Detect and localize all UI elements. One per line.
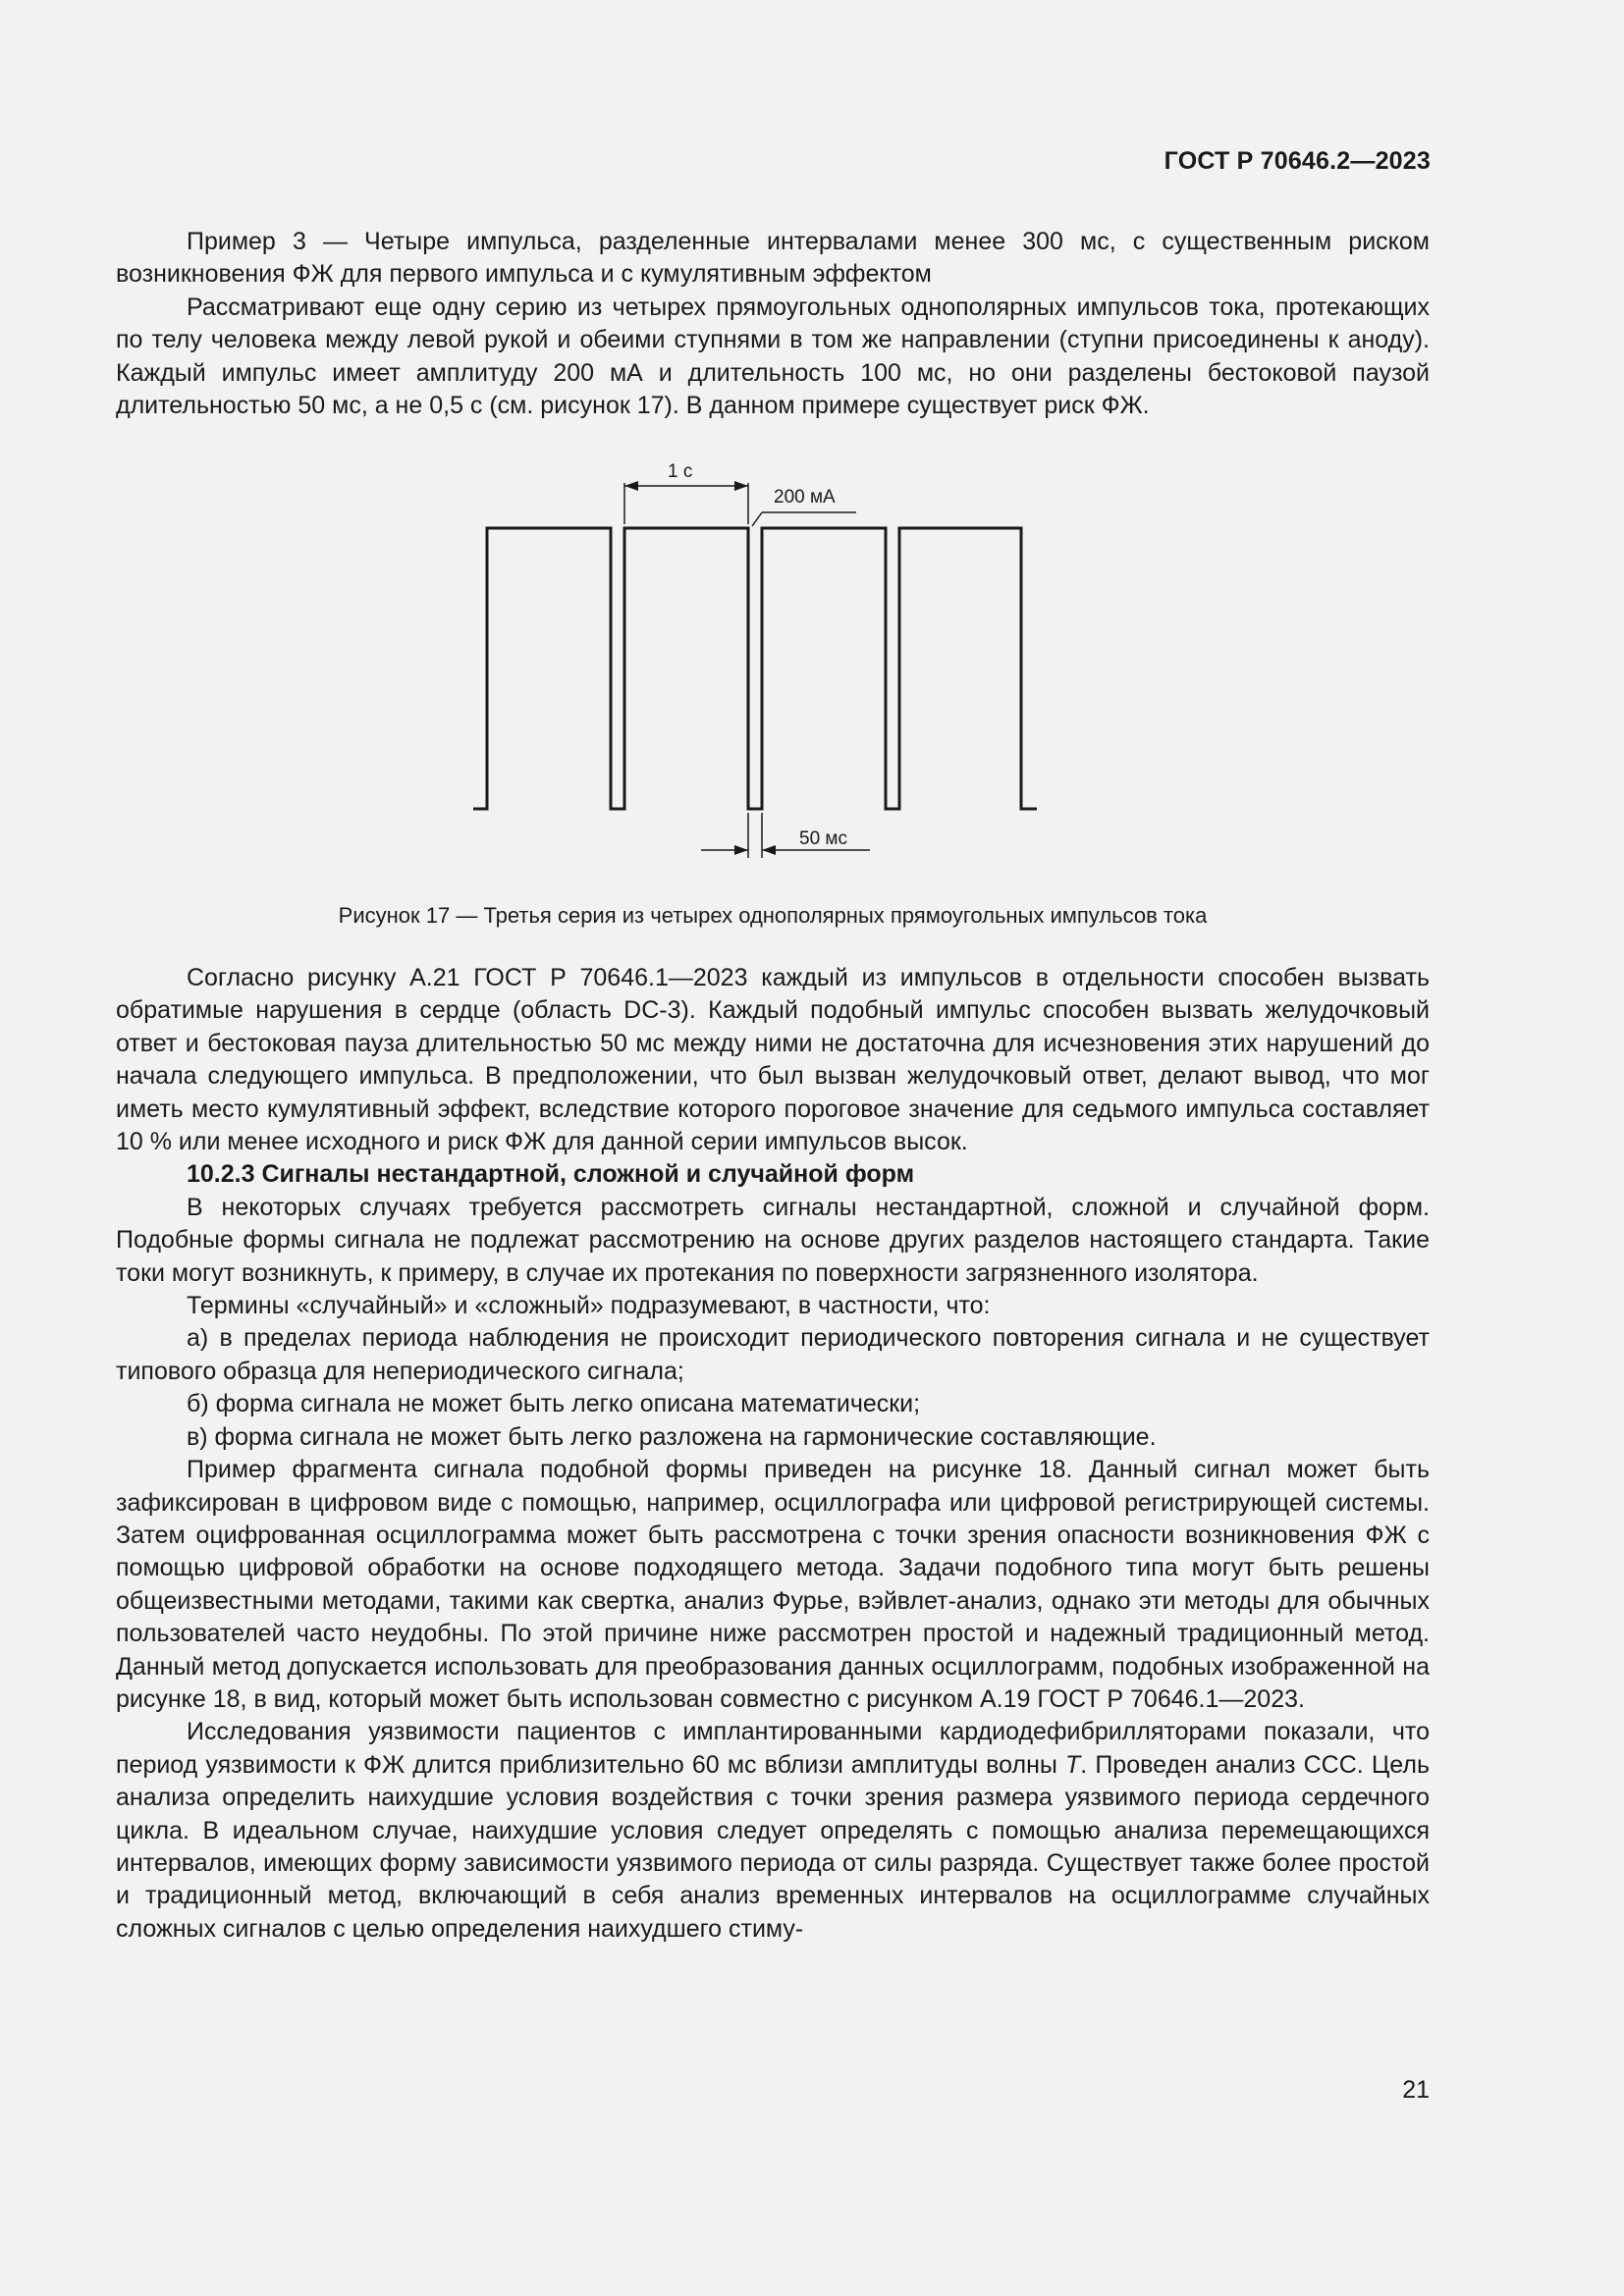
amplitude-leader-diagonal <box>752 512 762 526</box>
paragraph <box>116 1716 1430 1946</box>
paragraph: Пример фрагмента сигнала подобной формы приведен на рисунке 18. Данный сигнал может быть зафиксирован в цифровом виде с помощью, например, осциллографа или цифровой регистрирующей системы. Затем оцифрованная осциллограмма может быть рассмотрена с точки зрения опасности возникновения ФЖ с помощью цифровой обработки на основе подходящего метода. Задачи подобного типа могут быть решены общеизвестными методами, такими как свертка, анализ Фурье, вэйвлет-анализ, однако эти методы для обычных пользователей часто неудобны. По этой причине ниже рассмотрен простой и надежный традиционный метод. Данный метод допускается использовать для преобразования данных осциллограмм, подобных изображенной на рисунке 18, в вид, который может быть использован совместно с рисунком А.19 ГОСТ Р 70646.1—2023. <box>116 1456 1430 1713</box>
pause-arrow-left <box>734 845 748 855</box>
standard-header: ГОСТ Р 70646.2—2023 <box>1164 147 1431 175</box>
pause-arrow-right <box>762 845 776 855</box>
text-run: . Проведен анализ ССС. Цель анализа определить наихудшие условия воздействия с точки зрения размера уязвимого периода сердечного цикла. В идеальном случае, наихудшие условия следует определять с помощью анализа перемещающихся интервалов, имеющих форму зависимости уязвимого периода от силы разряда. Существует также более простой и традиционный метод, включающий в себя анализ временных интервалов на осциллограмме случайных сложных сигналов с целью определения наихудшего стиму- <box>116 1750 1430 1943</box>
list-item-a: а) в пределах периода наблюдения не происходит периодического повторения сигнала и не существует типового образца для непериодического сигнала; <box>116 1324 1430 1385</box>
italic-symbol: T <box>1064 1750 1081 1779</box>
section-heading: 10.2.3 Сигналы нестандартной, сложной и случайной форм <box>187 1160 915 1189</box>
period-arrow-left <box>624 481 638 491</box>
paragraph: Рассматривают еще одну серию из четырех прямоугольных однополярных импульсов тока, протекающих по телу человека между левой рукой и обеими ступнями в том же направлении (ступни присоединены к аноду). Каждый импульс имеет амплитуду 200 мА и длительность 100 мс, но они разделены бестоковой паузой длительностью 50 мс, а не 0,5 с (см. рисунок 17). В данном примере существует риск ФЖ. <box>116 293 1430 420</box>
paragraph: Согласно рисунку А.21 ГОСТ Р 70646.1—2023 каждый из импульсов в отдельности способен вызвать обратимые нарушения в сердце (область DC-3). Каждый подобный импульс способен вызвать желудочковый ответ и бестоковая пауза длительностью 50 мс между ними не достаточна для исчезновения этих нарушений до начала следующего импульса. В предположении, что был вызван желудочковый ответ, делают вывод, что мог иметь место кумулятивный эффект, вследствие которого пороговое значение для седьмого импульса составляет 10 % или менее исходного и риск ФЖ для данной серии импульсов высок. <box>116 964 1430 1156</box>
period-arrow-right <box>734 481 748 491</box>
period-label: 1 с <box>668 461 693 482</box>
list-item-b: б) форма сигнала не может быть легко описана математически; <box>187 1390 921 1418</box>
pause-label: 50 мс <box>799 828 847 849</box>
amplitude-label: 200 мА <box>774 487 836 507</box>
text-block-intro <box>116 226 1430 422</box>
paragraph-example-3: Пример 3 — Четыре импульса, разделенные интервалами менее 300 мс, с существенным риском возникновения ФЖ для первого импульса и с кумулятивным эффектом <box>116 228 1430 289</box>
paragraph: В некоторых случаях требуется рассмотреть сигналы нестандартной, сложной и случайной форм. Подобные формы сигнала не подлежат рассмотрению на основе других разделов настоящего стандарта. Такие токи могут возникнуть, к примеру, в случае их протекания по поверхности загрязненного изолятора. <box>116 1193 1430 1287</box>
pulse-waveform-line <box>473 528 1037 809</box>
pulse-waveform-svg <box>461 454 1070 866</box>
page-number: 21 <box>1402 2076 1430 2104</box>
paragraph: Термины «случайный» и «сложный» подразумевают, в частности, что: <box>187 1292 991 1320</box>
text-run: Исследования уязвимости пациентов с имплантированными кардиодефибрилляторами показали, что период уязвимости к ФЖ длится приблизительно 60 мс вблизи амплитуды волны <box>116 1718 1430 1779</box>
list-item-c: в) форма сигнала не может быть легко разложена на гармонические составляющие. <box>187 1422 1157 1451</box>
figure-17-pulse-diagram <box>461 454 1070 866</box>
text-block-main <box>116 962 1430 1946</box>
figure-caption: Рисунок 17 — Третья серия из четырех однополярных прямоугольных импульсов тока <box>338 903 1208 928</box>
